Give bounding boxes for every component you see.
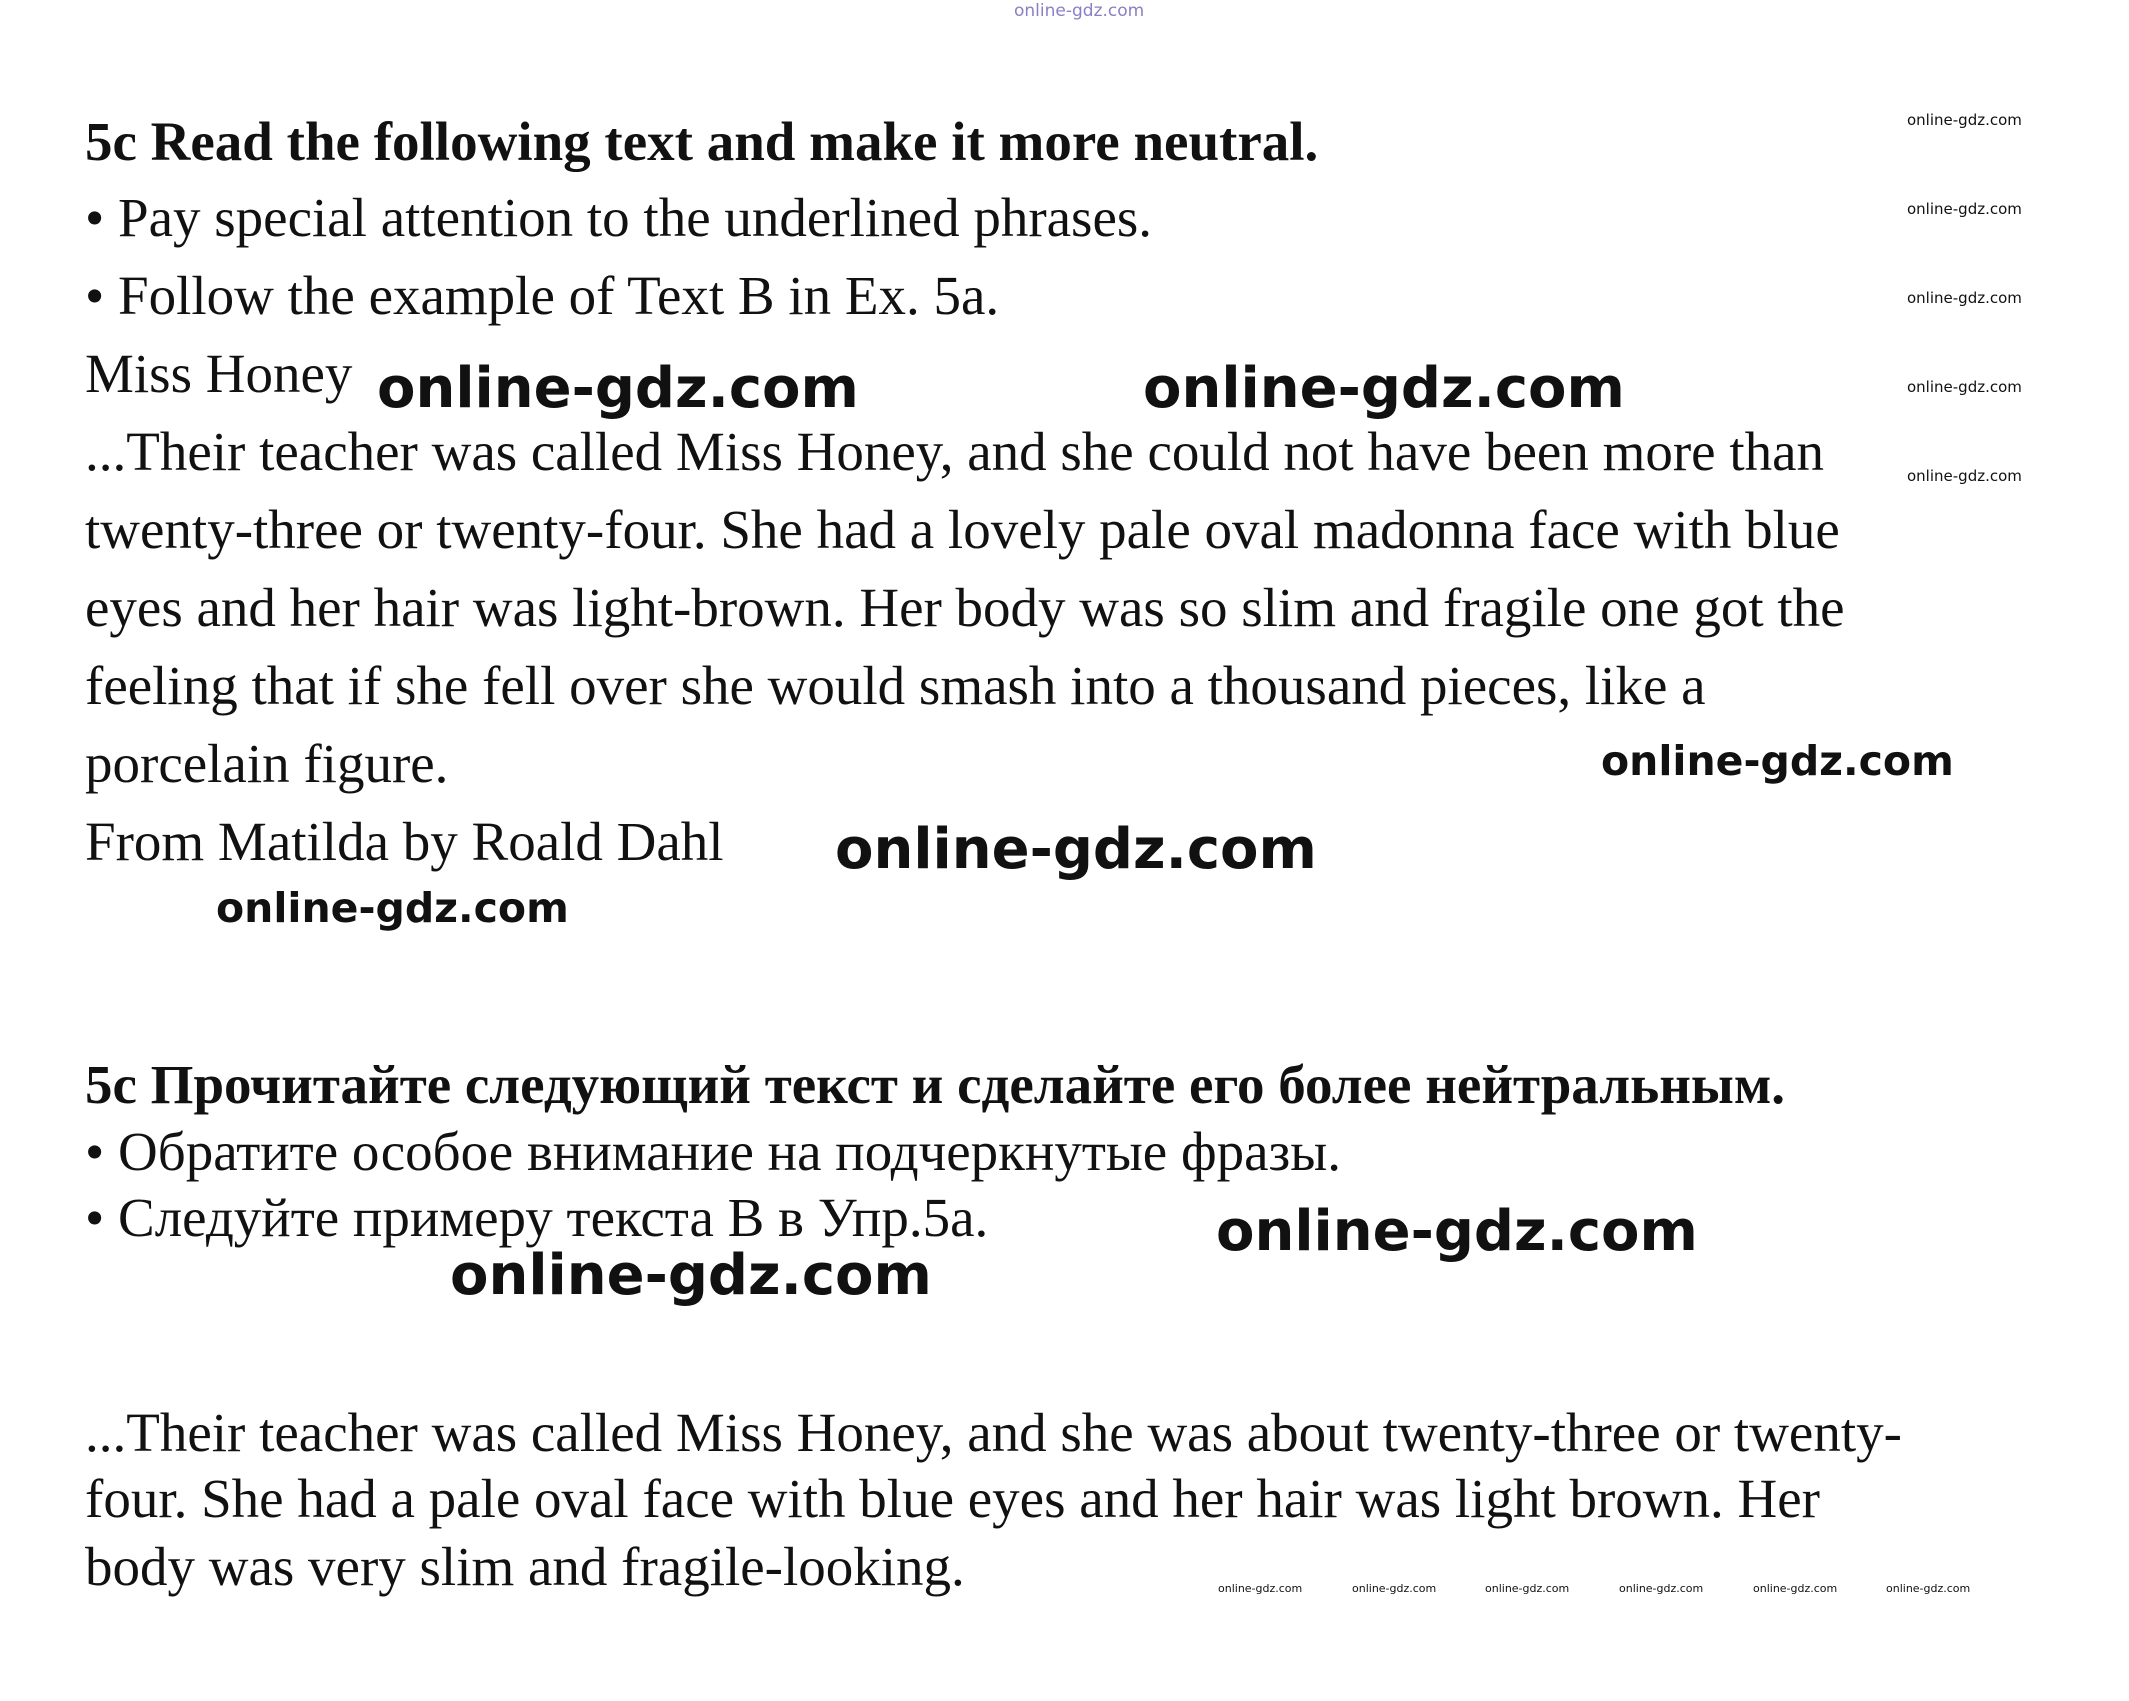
watermark: online-gdz.com: [1886, 1582, 1971, 1595]
watermark: online-gdz.com: [1485, 1582, 1570, 1595]
watermark: online-gdz.com: [216, 884, 569, 932]
watermark: online-gdz.com: [1352, 1582, 1437, 1595]
watermark: online-gdz.com: [1907, 111, 2022, 129]
watermark: online-gdz.com: [835, 817, 1317, 882]
watermark: online-gdz.com: [1907, 289, 2022, 307]
bullet-follow-example-ru: • Следуйте примеру текста В в Упр.5а.: [85, 1187, 989, 1248]
watermark: online-gdz.com: [1907, 200, 2022, 218]
watermark: online-gdz.com: [450, 1243, 932, 1308]
story-line: ...Their teacher was called Miss Honey, and she could not have been more than: [85, 421, 1825, 482]
watermark: online-gdz.com: [377, 356, 859, 421]
answer-line: ...Their teacher was called Miss Honey, and she was about twenty-three or twenty-: [85, 1402, 1902, 1463]
task-heading-ru: 5c Прочитайте следующий текст и сделайте его более нейтральным.: [85, 1054, 1786, 1115]
story-line: porcelain figure.: [85, 733, 449, 794]
watermark: online-gdz.com: [1753, 1582, 1838, 1595]
story-source: From Matilda by Roald Dahl: [85, 811, 724, 872]
story-line: eyes and her hair was light-brown. Her body was so slim and fragile one got the: [85, 577, 1845, 638]
story-title: Miss Honey: [85, 343, 353, 404]
answer-line: four. She had a pale oval face with blue eyes and her hair was light brown. Her: [85, 1468, 1820, 1529]
watermark: online-gdz.com: [1143, 356, 1625, 421]
answer-line: body was very slim and fragile-looking.: [85, 1536, 965, 1597]
story-line: feeling that if she fell over she would smash into a thousand pieces, like a: [85, 655, 1706, 716]
watermark: online-gdz.com: [1216, 1199, 1698, 1264]
watermark: online-gdz.com: [1218, 1582, 1303, 1595]
task-heading-en: 5c Read the following text and make it more neutral.: [85, 111, 1319, 172]
watermark-top: online-gdz.com: [1014, 1, 1145, 21]
story-line: twenty-three or twenty-four. She had a lovely pale oval madonna face with blue: [85, 499, 1840, 560]
bullet-underline: • Pay special attention to the underlined phrases.: [85, 187, 1153, 248]
bullet-underline-ru: • Обратите особое внимание на подчеркнутые фразы.: [85, 1121, 1341, 1182]
watermark: online-gdz.com: [1619, 1582, 1704, 1595]
watermark: online-gdz.com: [1907, 378, 2022, 396]
watermark: online-gdz.com: [1601, 737, 1954, 785]
watermark: online-gdz.com: [1907, 467, 2022, 485]
bullet-follow-example: • Follow the example of Text B in Ex. 5a.: [85, 265, 1000, 326]
